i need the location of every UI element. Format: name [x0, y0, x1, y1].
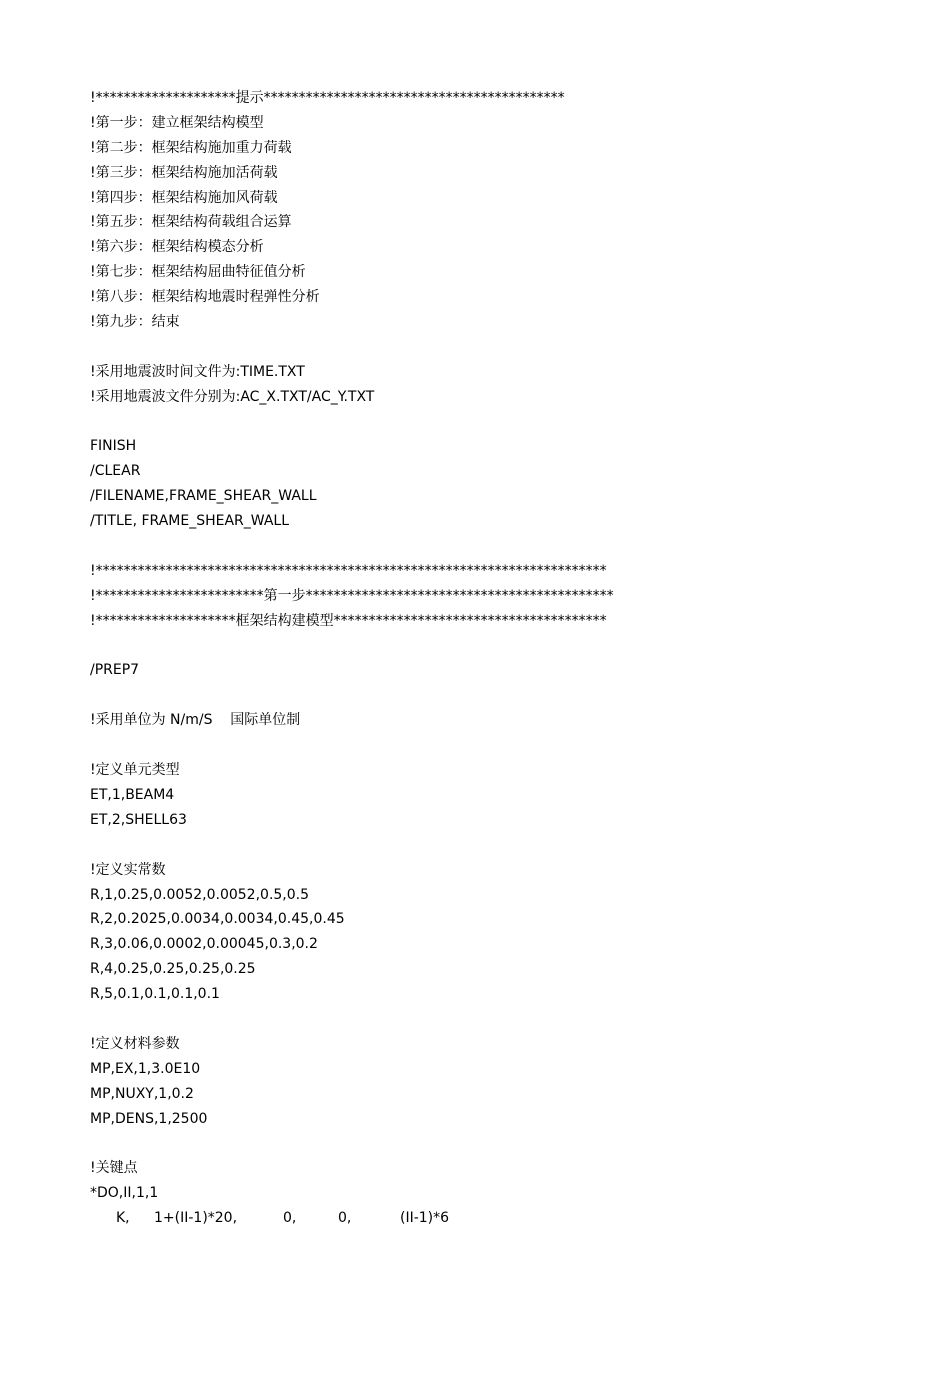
step-2-comment: !第二步：框架结构施加重力荷载 [90, 139, 292, 156]
code-do-loop: *DO,II,1,1 [90, 1185, 159, 1202]
real-constants-comment: !定义实常数 [90, 861, 166, 878]
keypoint-comment: !关键点 [90, 1160, 138, 1177]
blank-line [90, 634, 910, 659]
k-x-expression: 1+(II-1)*20, [154, 1210, 238, 1227]
code-et-1: ET,1,BEAM4 [90, 786, 175, 803]
code-mp-dens: MP,DENS,1,2500 [90, 1110, 208, 1127]
time-file-comment: !采用地震波时间文件为:TIME.TXT [90, 363, 305, 380]
blank-line [90, 335, 910, 360]
code-r-3: R,3,0.06,0.0002,0.00045,0.3,0.2 [90, 936, 318, 953]
document-body [90, 86, 910, 1231]
step-8-comment: !第八步：框架结构地震时程弹性分析 [90, 289, 320, 306]
code-k-command [90, 1206, 910, 1231]
step-3-comment: !第三步：框架结构施加活荷载 [90, 164, 278, 181]
step-4-comment: !第四步：框架结构施加风荷载 [90, 189, 278, 206]
code-et-2: ET,2,SHELL63 [90, 811, 187, 828]
blank-line [90, 1007, 910, 1032]
code-finish: FINISH [90, 438, 137, 455]
blank-line [90, 733, 910, 758]
k-y-value: 0, [283, 1210, 297, 1227]
hint-header-line: !********************提示******************************************* [90, 90, 565, 106]
blank-line [90, 833, 910, 858]
step-1-comment: !第一步：建立框架结构模型 [90, 114, 264, 131]
step-1-banner: !************************第一步******************************************** [90, 587, 614, 604]
step-6-comment: !第六步：框架结构模态分析 [90, 239, 264, 256]
code-clear: /CLEAR [90, 463, 141, 480]
blank-line [90, 1131, 910, 1156]
element-type-comment: !定义单元类型 [90, 762, 180, 779]
wave-file-comment: !采用地震波文件分别为:AC_X.TXT/AC_Y.TXT [90, 388, 375, 405]
code-mp-nuxy: MP,NUXY,1,0.2 [90, 1085, 194, 1102]
code-title: /TITLE, FRAME_SHEAR_WALL [90, 513, 290, 530]
code-r-5: R,5,0.1,0.1,0.1,0.1 [90, 986, 220, 1003]
blank-line [90, 683, 910, 708]
k-z-value: 0, [338, 1210, 352, 1227]
step-9-comment: !第九步：结束 [90, 314, 180, 331]
separator-line: !************************************************************************* [90, 562, 607, 579]
code-prep7: /PREP7 [90, 662, 140, 679]
step-5-comment: !第五步：框架结构荷载组合运算 [90, 214, 292, 231]
code-filename: /FILENAME,FRAME_SHEAR_WALL [90, 488, 317, 505]
blank-line [90, 534, 910, 559]
k-command-name: K, [116, 1210, 130, 1227]
step-7-comment: !第七步：框架结构屈曲特征值分析 [90, 264, 306, 281]
code-r-2: R,2,0.2025,0.0034,0.0034,0.45,0.45 [90, 911, 345, 928]
k-z-expression: (II-1)*6 [400, 1210, 450, 1227]
code-mp-ex: MP,EX,1,3.0E10 [90, 1060, 201, 1077]
material-comment: !定义材料参数 [90, 1035, 180, 1052]
units-comment: !采用单位为 N/m/S 国际单位制 [90, 712, 301, 729]
blank-line [90, 410, 910, 435]
code-r-4: R,4,0.25,0.25,0.25,0.25 [90, 961, 256, 978]
code-r-1: R,1,0.25,0.0052,0.0052,0.5,0.5 [90, 886, 310, 903]
model-banner: !********************框架结构建模型*************************************** [90, 612, 607, 629]
